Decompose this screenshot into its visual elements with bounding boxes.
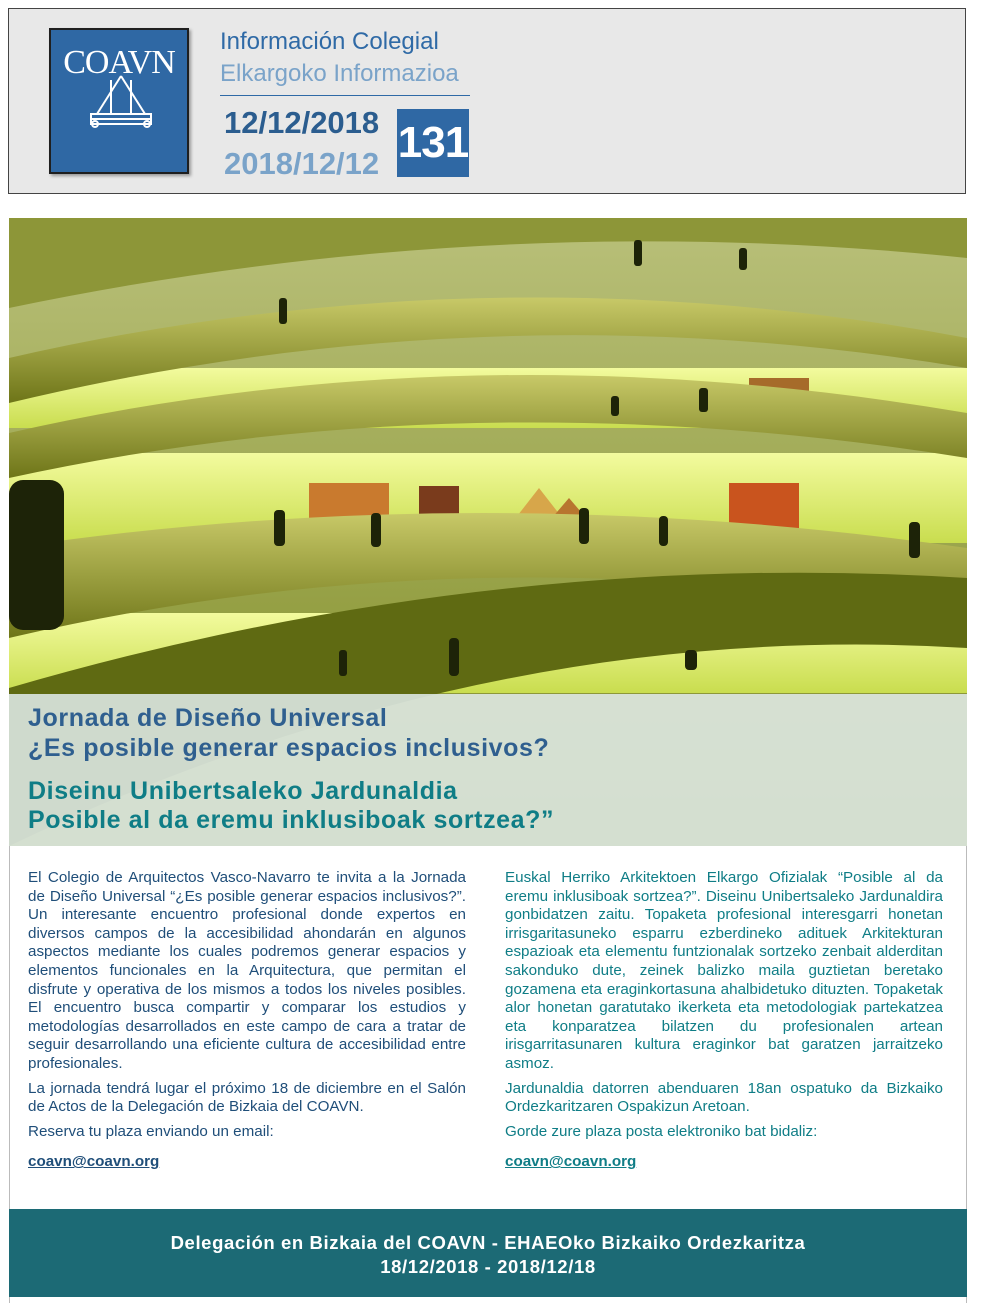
venue-line xyxy=(9,1232,967,1254)
header-divider xyxy=(220,95,470,96)
event-date-es: 18/12/2018 xyxy=(380,1256,479,1277)
event-date-eu: 2018/12/18 xyxy=(497,1256,596,1277)
hero-section xyxy=(9,218,967,846)
event-location-text: Jardunaldia datorren abenduaren 18an ospatuko da Bizkaiko Ordezkaritzaren Ospakizun Aretoan. xyxy=(505,1079,943,1116)
event-description xyxy=(9,846,967,1209)
reservation-text: Reserva tu plaza enviando un email: xyxy=(28,1122,274,1140)
page-bottom-edge xyxy=(9,1297,967,1303)
reservation-text: Gorde zure plaza posta elektroniko bat bidaliz: xyxy=(505,1122,818,1140)
separator: - xyxy=(485,1232,505,1253)
newsletter-header xyxy=(8,8,966,194)
event-title-es: Jornada de Diseño Universal xyxy=(28,704,388,732)
venue-footer xyxy=(9,1209,967,1297)
description-column-es xyxy=(28,869,466,1172)
venue-eu: EHAEOko Bizkaiko Ordezkaritza xyxy=(504,1232,806,1253)
description-paragraph: Euskal Herriko Arkitektoen Elkargo Ofizialak “Posible al da eremu inklusiboak sortzea?”. Diseinu Unibertsaleko Jardunaldira gonbidatzen zaitu. Topaketa profesional interesgarri honetan irrisgaritasuneko esparru ezberdineko adituek Arkitekturan espazioak eta elementu funtzionalak sortzeko zenbait alderditan sakonduko dute, zeinek balizko maila guztietan beretako gozamena eta eraginkortasuna ahalbidetuko dituzten. Topaketak alor honetan garatutako ikerketa eta metodologiak partekatzea eta konparatzea bilatzen du profesionalen artean irisgarritasunaren kultura eraginkor bat garatzen jarraitzeko asmoz. xyxy=(505,869,943,1072)
logo-building-icon xyxy=(87,74,155,130)
event-question-es: ¿Es posible generar espacios inclusivos? xyxy=(28,734,550,762)
issue-date-eu: 2018/12/12 xyxy=(224,146,380,181)
description-paragraph: El Colegio de Arquitectos Vasco-Navarro te invita a la Jornada de Diseño Universal “¿Es posible generar espacios inclusivos?”. Un interesante encuentro profesional donde expertos en diversos campos de la accesibilidad ahondarán en algunos aspectos mediante los cuales podremos generar espacios y elementos funcionales en la Arquitectura, que permitan el disfrute y operativa de los mismos a todos los niveles posibles. El encuentro busca compartir y comparar los estudios y metodologías desarrollados en este campo de cara a tratar de seguir desarrollando una eficiente cultura de accesibilidad entre profesionales. xyxy=(28,869,466,1072)
separator: - xyxy=(478,1256,498,1277)
event-date-line xyxy=(9,1256,967,1278)
issue-number-badge: 131 xyxy=(397,109,469,177)
event-question-eu: Posible al da eremu inklusiboak sortzea?” xyxy=(28,806,555,834)
info-title-eu: Elkargoko Informazioa xyxy=(220,60,459,87)
logo-text: COAVN xyxy=(63,44,175,81)
event-location-text: La jornada tendrá lugar el próximo 18 de diciembre en el Salón de Actos de la Delegación de Bizkaia del COAVN. xyxy=(28,1079,466,1116)
email-link[interactable]: coavn@coavn.org xyxy=(505,1153,637,1171)
description-column-eu xyxy=(505,869,943,1172)
email-link[interactable]: coavn@coavn.org xyxy=(28,1153,160,1171)
issue-date-es: 12/12/2018 xyxy=(224,105,380,140)
event-title-eu: Diseinu Unibertsaleko Jardunaldia xyxy=(28,777,458,805)
coavn-logo xyxy=(49,28,189,174)
info-title-es: Información Colegial xyxy=(220,28,439,55)
venue-es: Delegación en Bizkaia del COAVN xyxy=(170,1232,486,1253)
event-title-band xyxy=(9,694,967,846)
